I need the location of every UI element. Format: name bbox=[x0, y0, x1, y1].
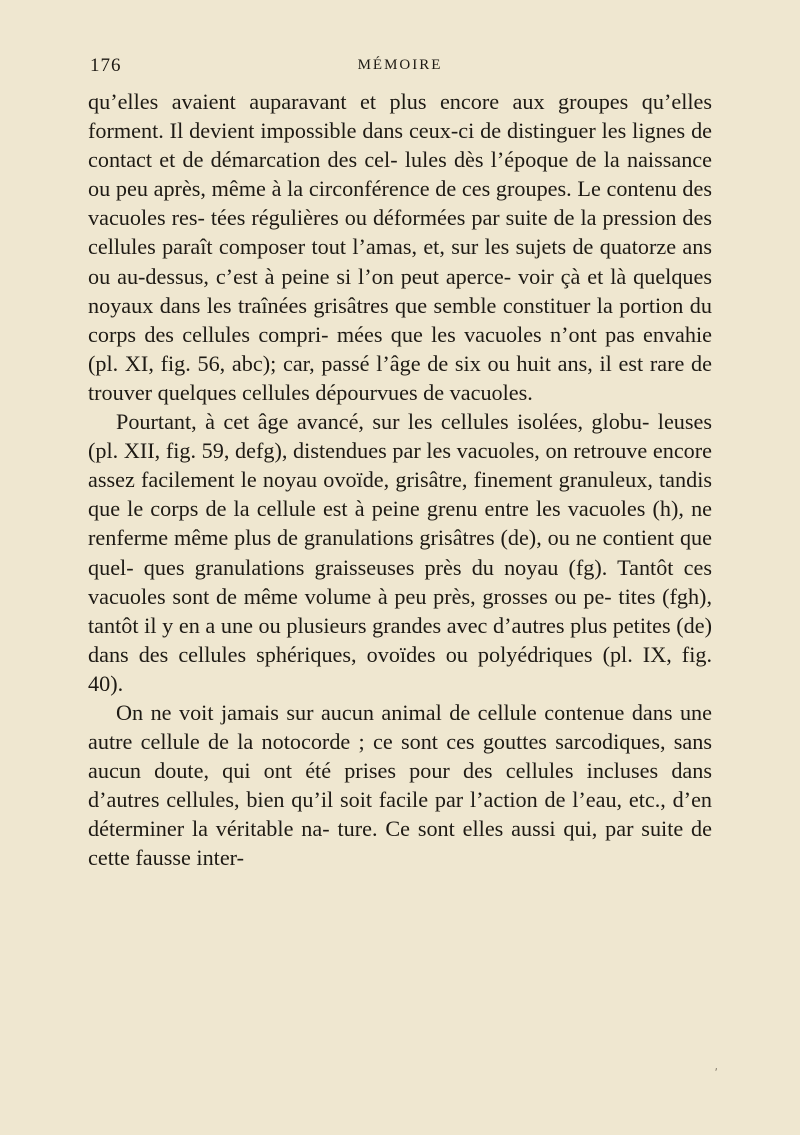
text-line: par l’action de l’eau, etc., d’en déterminer la véritable na- bbox=[88, 787, 713, 842]
text-line: quelques cellules dépourvues de vacuoles. bbox=[157, 379, 533, 405]
paragraph-3 bbox=[88, 698, 712, 873]
text-line: cellules incluses dans d’autres cellules, bien qu’il soit facile bbox=[88, 758, 712, 813]
text-line: plus de granulations grisâtres (de), ou ne contient que quel- bbox=[88, 525, 712, 580]
text-line: tites (fgh), tantôt il y en a une ou plusieurs grandes avec bbox=[88, 583, 712, 638]
text-line: qu’elles forment. Il devient impossible dans ceux-ci de bbox=[88, 89, 713, 144]
paragraph-2 bbox=[88, 407, 712, 698]
text-line: dans une autre cellule de la notocorde ; ce sont ces gouttes bbox=[88, 699, 712, 755]
text-line: lules dès l’époque de la naissance ou peu après, même à la bbox=[88, 147, 712, 202]
text-line: On ne voit jamais sur aucun animal de cellule contenue bbox=[116, 699, 625, 725]
text-line: finement granuleux, tandis que le corps de la cellule est bbox=[88, 467, 713, 522]
page-header bbox=[90, 55, 710, 85]
text-line: Pourtant, à cet âge avancé, sur les cellules isolées, globu- bbox=[116, 409, 650, 435]
stray-mark: ʹ bbox=[715, 1065, 718, 1079]
text-line: cellules paraît composer tout l’amas, et, sur les sujets de bbox=[88, 234, 594, 260]
text-line: ture. Ce sont elles aussi qui, par suite de cette fausse inter- bbox=[88, 816, 712, 871]
page-number: 176 bbox=[90, 55, 122, 76]
body-text bbox=[88, 87, 712, 873]
text-line: quatorze ans ou au-dessus, c’est à peine si l’on peut aperce- bbox=[88, 234, 712, 289]
text-line: semble constituer la portion du corps des cellules compri- bbox=[88, 292, 712, 347]
text-line: mées que les vacuoles n’ont pas envahie (pl. XI, fig. 56, abc); bbox=[88, 321, 713, 376]
text-line: circonférence de ces groupes. Le contenu des vacuoles res- bbox=[88, 176, 712, 231]
text-line: sarcodiques, sans aucun doute, qui ont été prises pour des bbox=[88, 729, 712, 784]
text-line: tées régulières ou déformées par suite de la pression des bbox=[210, 205, 712, 231]
text-line: à peine grenu entre les vacuoles (h), ne renferme même bbox=[88, 496, 713, 551]
text-line: ces vacuoles sont de même volume à peu près, grosses ou pe- bbox=[88, 554, 713, 609]
text-line: qu’elles avaient auparavant et plus encore aux groupes bbox=[88, 89, 629, 114]
text-line: car, passé l’âge de six ou huit ans, il est rare de trouver bbox=[88, 350, 712, 405]
text-line: ques granulations graisseuses près du noyau (fg). Tantôt bbox=[143, 554, 674, 580]
running-head: MÉMOIRE bbox=[357, 57, 443, 73]
text-line: ovoïdes ou polyédriques (pl. IX, fig. 40). bbox=[88, 641, 712, 696]
paragraph-1 bbox=[88, 87, 712, 407]
text-line: retrouve encore assez facilement le noyau ovoïde, grisâtre, bbox=[88, 438, 712, 493]
text-line: leuses (pl. XII, fig. 59, defg), distendues par les vacuoles, on bbox=[88, 409, 713, 464]
text-line: distinguer les lignes de contact et de démarcation des cel- bbox=[88, 118, 713, 173]
text-line: voir çà et là quelques noyaux dans les traînées grisâtres que bbox=[88, 263, 712, 318]
text-line: d’autres plus petites (de) dans des cellules sphériques, bbox=[88, 612, 713, 667]
